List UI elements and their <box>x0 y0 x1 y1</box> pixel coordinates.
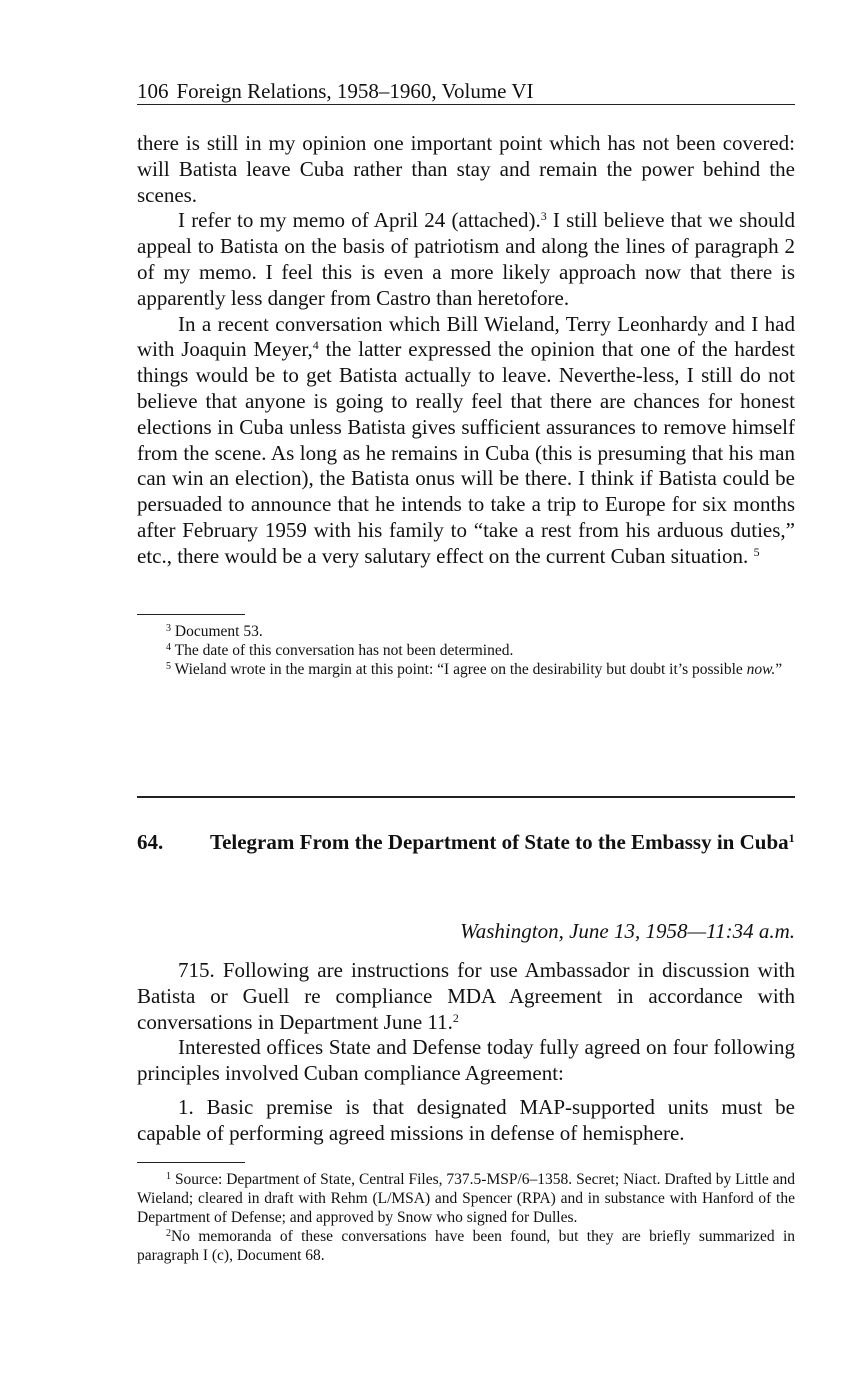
footnote-2 <box>137 1227 795 1265</box>
footnote-ref-2[interactable]: 2 <box>452 1010 459 1025</box>
footnote-ref-4[interactable]: 4 <box>312 338 319 353</box>
telegram-paragraph-3-text: 1. Basic premise is that designated MAP-supported units must be capable of performing agreed missions in defense of hemisphere. <box>137 1094 795 1145</box>
running-head <box>137 78 795 105</box>
footnote-3-number: 3 <box>166 623 171 634</box>
document-number: 64. <box>137 830 164 854</box>
footnote-1 <box>137 1170 795 1227</box>
footnote-rule <box>137 614 245 615</box>
footnote-5-emphasis: now. <box>746 661 776 678</box>
footnote-5-text: Wieland wrote in the margin at this point: “I agree on the desirability but doubt it’s possible <box>174 661 747 678</box>
footnote-5-end: ” <box>775 661 783 678</box>
telegram-body <box>137 958 795 1147</box>
paragraph-2-text-a: I refer to my memo of April 24 (attached). <box>178 208 541 233</box>
footnote-ref-3[interactable]: 3 <box>540 209 547 224</box>
telegram-paragraph-3 <box>137 1095 795 1147</box>
page-number: 106 <box>137 79 169 103</box>
paragraph-2-text-b: I still believe that we should appeal to Batista on the basis of patriotism and along the lines of paragraph 2 of my memo. I feel this is even a more likely approach now that there is apparently less danger from Castro than heretofore. <box>137 208 795 310</box>
footnote-1-number: 1 <box>166 1171 171 1182</box>
footnote-5 <box>137 660 795 679</box>
paragraph-2 <box>137 208 795 311</box>
telegram-paragraph-1-text: 715. Following are instructions for use Ambassador in discussion with Batista or Guell re compliance MDA Agreement in accordance with conversations in Department June 11. <box>137 958 795 1034</box>
footnote-5-number: 5 <box>166 661 171 672</box>
paragraph-1 <box>137 131 795 208</box>
paragraph-3-text-a: In a recent conversation which Bill Wieland, Terry Leonhardy and I had with Joaquin Meyer, <box>137 311 795 362</box>
telegram-paragraph-2 <box>137 1035 795 1087</box>
dateline: Washington, June 13, 1958—11:34 a.m. <box>460 919 795 943</box>
footnote-3-text: Document 53. <box>174 623 263 640</box>
footnote-2-text: No memoranda of these conversations have been found, but they are briefly summarized in paragraph I (c), Document 68. <box>137 1228 795 1264</box>
footnote-3 <box>137 622 795 641</box>
footnote-4-number: 4 <box>166 642 171 653</box>
paragraph-3 <box>137 312 795 570</box>
telegram-paragraph-2-text: Interested offices State and Defense today fully agreed on four following principles involved Cuban compliance Agreement: <box>137 1035 795 1086</box>
volume-title: Foreign Relations, 1958–1960, Volume VI <box>176 79 534 103</box>
document-title <box>210 829 795 855</box>
document-title-text: Telegram From the Department of State to the Embassy in Cuba <box>210 830 789 854</box>
footnote-rule-bottom <box>137 1162 245 1163</box>
footnote-2-number: 2 <box>166 1228 171 1239</box>
footnote-ref-5[interactable]: 5 <box>753 544 760 559</box>
paragraph-3-text-b: the latter expressed the opinion that one of the hardest things would be to get Batista actually to leave. Neverthe-less, I still do not believe that anyone is going to really feel that there are chances for honest elections in Cuba unless Batista gives sufficient assurances to remove himself from the scene. As long as he remains in Cuba (this is presuming that his man can win an election), the Batista onus will be there. I think if Batista could be persuaded to announce that he intends to take a trip to Europe for six months after February 1959 with his family to “take a rest from his arduous duties,” etc., there would be a very salutary effect on the current Cuban situation. <box>137 337 795 568</box>
footnotes-top <box>137 622 795 679</box>
footnotes-bottom <box>137 1170 795 1265</box>
paragraph-1-text: there is still in my opinion one important point which has not been covered: will Batista leave Cuba rather than stay and remain the power behind the scenes. <box>137 131 795 207</box>
telegram-paragraph-1 <box>137 958 795 1035</box>
section-divider <box>137 796 795 798</box>
footnote-ref-1[interactable]: 1 <box>788 831 795 845</box>
memo-body <box>137 131 795 570</box>
footnote-1-text: Source: Department of State, Central Files, 737.5-MSP/6–1358. Secret; Niact. Drafted by Little and Wieland; cleared in draft with Rehm (L/MSA) and Spencer (RPA) and in substance with Hanford of the Department of Defense; and approved by Snow who signed for Dulles. <box>137 1171 796 1226</box>
footnote-4-text: The date of this conversation has not been determined. <box>174 642 514 659</box>
footnote-4 <box>137 641 795 660</box>
